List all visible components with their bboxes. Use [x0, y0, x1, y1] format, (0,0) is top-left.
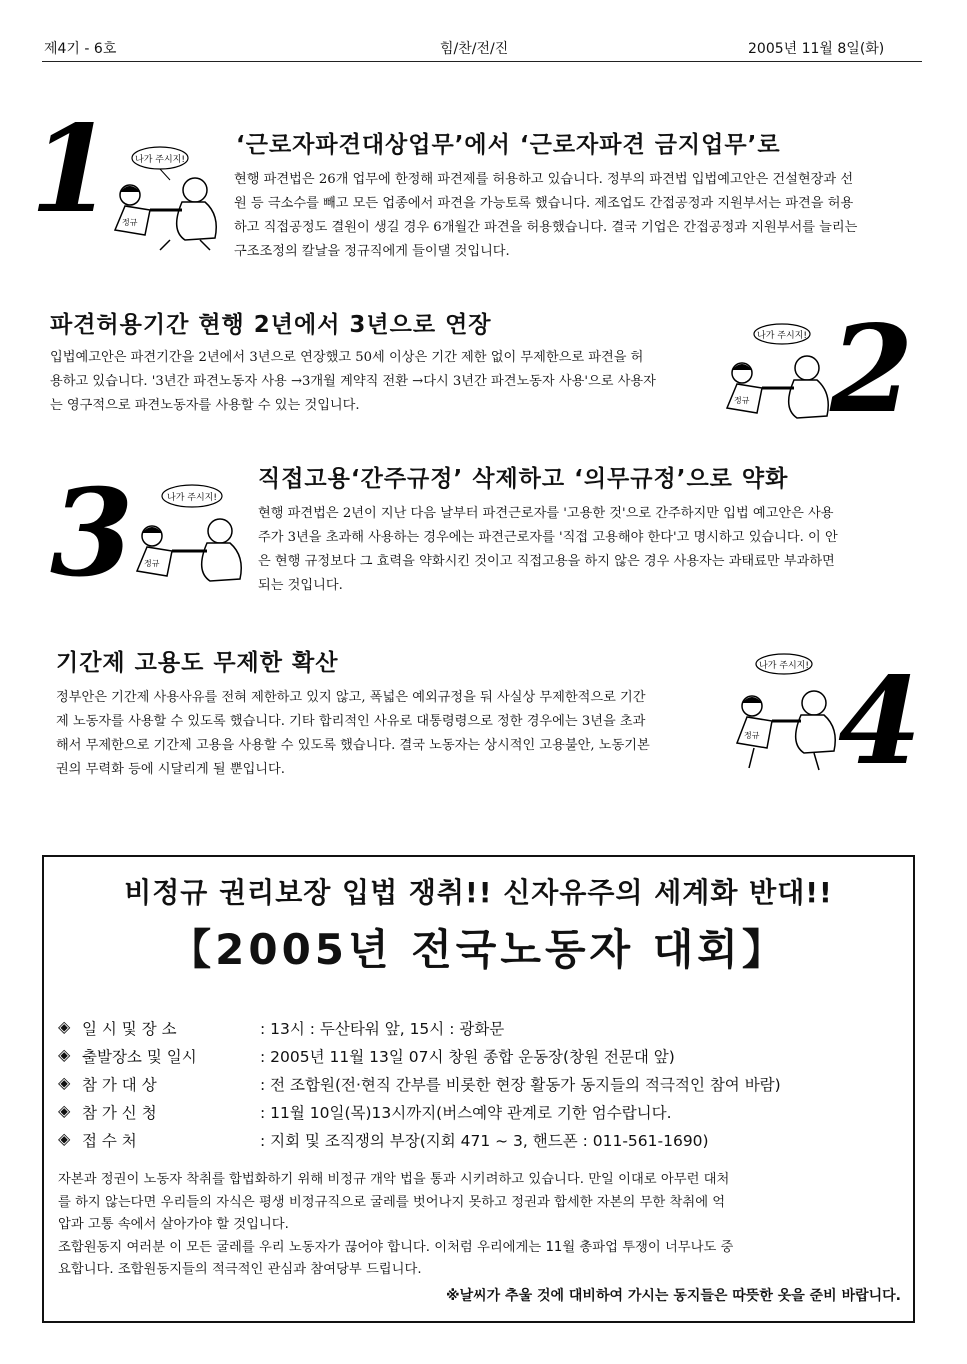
section-number-1: 1 [30, 99, 114, 240]
section-title-4: 기간제 고용도 무제한 확산 [56, 650, 339, 676]
detail-value: : 11월 10일(목)13시까지(버스예약 관계로 기한 엄수랍니다. [260, 1104, 672, 1122]
detail-row-reception [58, 1129, 709, 1151]
cartoon-illustration-1 [100, 140, 225, 260]
detail-value: : 전 조합원(전·현직 간부를 비롯한 현장 활동가 동지들의 적극적인 참여 바람) [260, 1076, 781, 1094]
body-line: 구조조정의 칼날을 정규직에게 들이댈 것입니다. [234, 244, 510, 259]
bullet-icon: ◈ [58, 1073, 71, 1092]
notice-line: 요합니다. 조합원동지들의 적극적인 관심과 참여당부 드립니다. [58, 1262, 422, 1277]
detail-row-departure [58, 1045, 675, 1067]
issue-date: 2005년 11월 8일(화) [748, 41, 885, 57]
badge-2: 정규 [734, 396, 750, 405]
body-line: 정부안은 기간제 사용사유를 전혀 제한하고 있지 않고, 폭넓은 예외규정을 둬 사실상 무제한적으로 기간 [56, 690, 646, 705]
cartoon-illustration-4 [724, 648, 844, 778]
section-title-3: 직접고용‘간주규정’ 삭제하고 ‘의무규정’으로 약화 [258, 466, 789, 492]
section-number-4: 4 [838, 651, 922, 792]
badge-1: 정규 [122, 218, 138, 227]
speech-bubble-3: 나가 주시지! [167, 493, 217, 503]
bullet-icon: ◈ [58, 1129, 71, 1148]
header-rule [42, 61, 922, 62]
body-line: 현행 파견법은 26개 업무에 한정해 파견제를 허용하고 있습니다. 정부의 파견법 입법예고안은 건설현장과 선 [234, 172, 854, 187]
closing-note: ※날씨가 추울 것에 대비하여 가시는 동지들은 따뜻한 옷을 준비 바랍니다. [446, 1288, 901, 1304]
body-line: 제 노동자를 사용할 수 있도록 했습니다. 기타 합리적인 사유로 대통령령으로 정한 경우에는 3년을 초과 [56, 714, 646, 729]
rally-notice-box [42, 855, 915, 1323]
body-line: 입법예고안은 파견기간을 2년에서 3년으로 연장했고 50세 이상은 기간 제한 없이 무제한으로 파견을 허 [50, 350, 644, 365]
section-number-2: 2 [830, 299, 914, 440]
cartoon-illustration-3 [122, 478, 252, 598]
speech-bubble-2: 나가 주시지! [757, 331, 807, 341]
section-title-2: 파견허용기간 현행 2년에서 3년으로 연장 [50, 312, 492, 338]
notice-line: 자본과 정권이 노동자 착취를 합법화하기 위해 비정규 개악 법을 통과 시키려하고 있습니다. 만일 이대로 아무런 대처 [58, 1172, 730, 1187]
detail-row-participants [58, 1073, 781, 1095]
detail-label: 참 가 대 상 [82, 1076, 157, 1094]
speech-bubble-1: 나가 주시지! [135, 155, 185, 165]
detail-value: : 13시 : 두산타워 앞, 15시 : 광화문 [260, 1020, 505, 1038]
notice-line: 압과 고통 속에서 살아가야 할 것입니다. [58, 1217, 289, 1232]
detail-label: 일 시 및 장 소 [82, 1020, 177, 1038]
detail-label: 참 가 신 청 [82, 1104, 157, 1122]
bullet-icon: ◈ [58, 1101, 71, 1120]
cartoon-illustration-2 [712, 318, 837, 433]
newsletter-name: 힘/찬/전/진 [440, 41, 509, 57]
detail-label: 출발장소 및 일시 [82, 1048, 197, 1066]
body-line: 현행 파견법은 2년이 지난 다음 날부터 파견근로자를 '고용한 것'으로 간주하지만 입법 예고안은 사용 [258, 506, 834, 521]
body-line: 주가 3년을 초과해 사용하는 경우에는 파견근로자를 '직접 고용해야 한다'고 명시하고 있습니다. 이 안 [258, 530, 838, 545]
slogan: 비정규 권리보장 입법 쟁취!! 신자유주의 세계화 반대!! [124, 876, 833, 909]
detail-row-registration [58, 1101, 672, 1123]
issue-number: 제4기 - 6호 [44, 41, 117, 57]
body-line: 는 영구적으로 파견노동자를 사용할 수 있는 것입니다. [50, 398, 360, 413]
detail-label: 접 수 처 [82, 1132, 137, 1150]
notice-paragraph [58, 1169, 901, 1282]
notice-line: 조합원동지 여러분 이 모든 굴레를 우리 노동자가 끊어야 합니다. 이처럼 우리에게는 11월 총파업 투쟁이 너무나도 중 [58, 1239, 734, 1255]
body-line: 용하고 있습니다. '3년간 파견노동자 사용 →3개월 계약직 전환 →다시 3년간 파견노동자 사용'으로 사용자 [50, 374, 656, 389]
body-line: 은 현행 규정보다 그 효력을 약화시킨 것이고 직접고용을 하지 않은 경우 사용자는 과태료만 부과하면 [258, 554, 835, 569]
speech-bubble-4: 나가 주시지! [759, 661, 809, 671]
section-body-2 [50, 346, 700, 418]
body-line: 권의 무력화 등에 시달리게 될 뿐입니다. [56, 762, 285, 777]
body-line: 원 등 극소수를 빼고 모든 업종에서 파견을 가능토록 했습니다. 제조업도 간접공정과 지원부서는 파견을 허용 [234, 196, 854, 211]
badge-3: 정규 [144, 559, 160, 568]
detail-value: : 지회 및 조직쟁의 부장(지회 471 ~ 3, 핸드폰 : 011-561-1690) [260, 1132, 709, 1150]
body-line: 해서 무제한으로 기간제 고용을 사용할 수 있도록 했습니다. 결국 노동자는 상시적인 고용불안, 노동기본 [56, 738, 650, 753]
body-line: 하고 직접공정도 결원이 생길 경우 6개월간 파견을 허용했습니다. 결국 기업은 간접공정과 지원부서를 늘리는 [234, 220, 858, 235]
section-title-1: ‘근로자파견대상업무’에서 ‘근로자파견 금지업무’로 [236, 132, 781, 158]
detail-value: : 2005년 11월 13일 07시 창원 종합 운동장(창원 전문대 앞) [260, 1048, 675, 1066]
bullet-icon: ◈ [58, 1045, 71, 1064]
section-body-3 [258, 502, 896, 598]
section-number-3: 3 [50, 463, 134, 604]
body-line: 되는 것입니다. [258, 578, 343, 593]
badge-4: 정규 [744, 731, 760, 740]
detail-row-time-place [58, 1017, 504, 1039]
bullet-icon: ◈ [58, 1017, 71, 1036]
notice-line: 를 하지 않는다면 우리들의 자식은 평생 비정규직으로 굴레를 벗어나지 못하고 정권과 합세한 자본의 무한 착취에 억 [58, 1194, 726, 1210]
section-body-4 [56, 686, 706, 782]
event-title: 【2005년 전국노동자 대회】 [169, 925, 788, 974]
section-body-1 [234, 168, 914, 264]
